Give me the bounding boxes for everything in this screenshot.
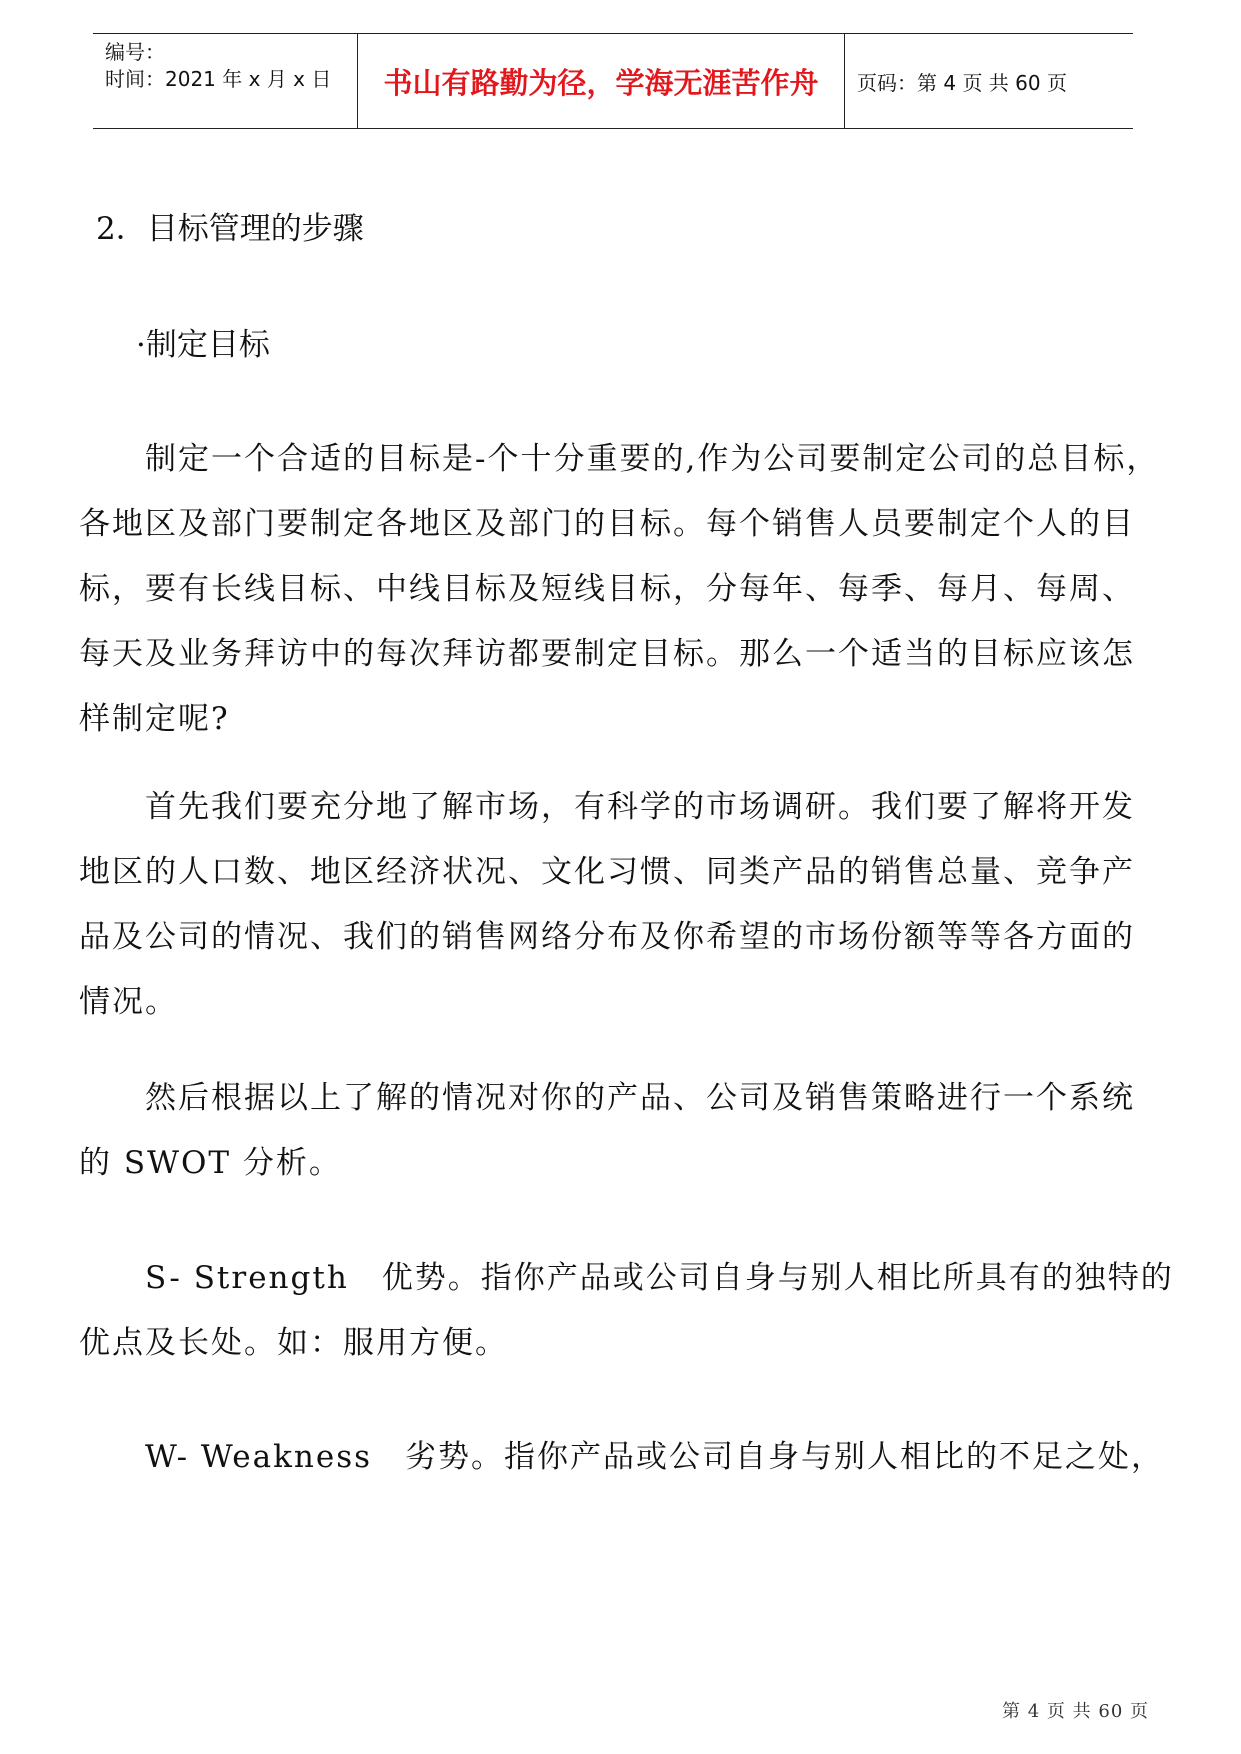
subsection-title: ·制定目标 (136, 327, 270, 363)
paragraph-line: 标，要有长线目标、中线目标及短线目标，分每年、每季、每月、每周、 (79, 571, 1135, 607)
section-title: 2．目标管理的步骤 (96, 211, 364, 247)
paragraph-line: 的 SWOT 分析。 (79, 1145, 342, 1181)
page-footer: 第 4 页 共 60 页 (1002, 1701, 1149, 1722)
paragraph-4 (79, 1246, 1174, 1376)
date-label: 时间：2021 年 x 月 x 日 (105, 67, 332, 91)
paragraph-line: W- Weakness 劣势。指你产品或公司自身与别人相比的不足之处， (79, 1439, 1165, 1475)
paragraph-line: 地区的人口数、地区经济状况、文化习惯、同类产品的销售总量、竞争产 (79, 854, 1135, 890)
paragraph-line: 首先我们要充分地了解市场，有科学的市场调研。我们要了解将开发 (79, 789, 1135, 825)
serial-label: 编号： (105, 40, 165, 64)
header-meta-cell (93, 34, 358, 128)
paragraph-line: 制定一个合适的目标是-个十分重要的,作为公司要制定公司的总目标， (79, 441, 1160, 477)
paragraph-1 (79, 427, 1169, 752)
paragraph-line: 每天及业务拜访中的每次拜访都要制定目标。那么一个适当的目标应该怎 (79, 636, 1135, 672)
paragraph-line: 然后根据以上了解的情况对你的产品、公司及销售策略进行一个系统 (79, 1080, 1135, 1116)
header-page-cell (845, 34, 1133, 128)
paragraph-line: S- Strength 优势。指你产品或公司自身与别人相比所具有的独特的 (79, 1260, 1174, 1296)
motto: 书山有路勤为径，学海无涯苦作舟 (383, 65, 819, 100)
paragraph-line: 样制定呢? (79, 701, 230, 737)
paragraph-2 (79, 775, 1169, 1035)
paragraph-line: 情况。 (79, 984, 178, 1020)
header-motto-cell (358, 34, 845, 128)
paragraph-5 (79, 1425, 1169, 1490)
paragraph-line: 各地区及部门要制定各地区及部门的目标。每个销售人员要制定个人的目 (79, 506, 1135, 542)
paragraph-line: 品及公司的情况、我们的销售网络分布及你希望的市场份额等等各方面的 (79, 919, 1135, 955)
paragraph-3 (79, 1066, 1169, 1196)
page-info: 页码：第 4 页 共 60 页 (857, 70, 1067, 95)
paragraph-line: 优点及长处。如：服用方便。 (79, 1325, 508, 1361)
page-header (93, 33, 1133, 129)
